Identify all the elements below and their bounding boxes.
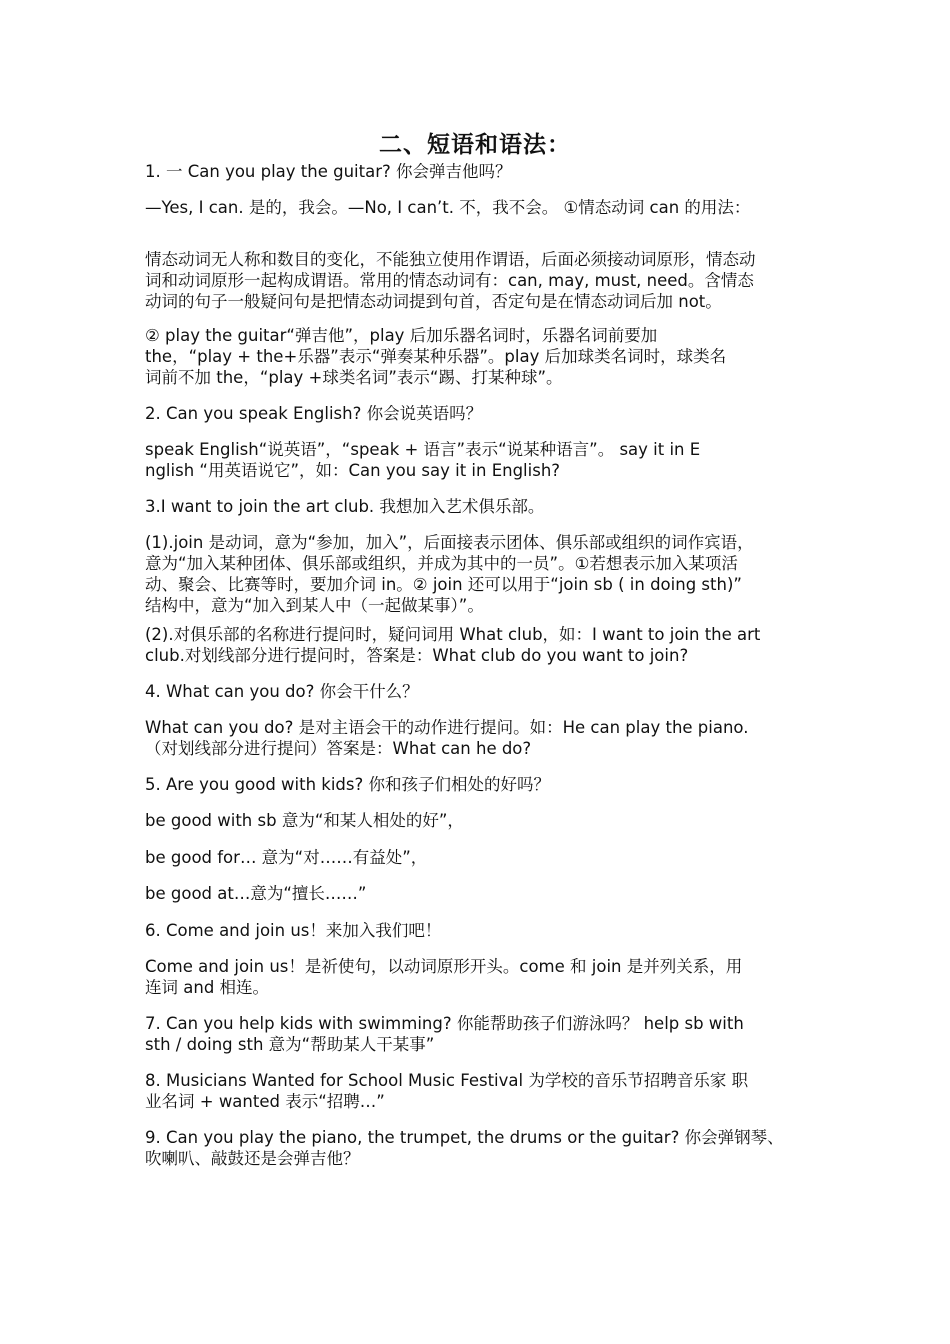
paragraph-5: [145, 403, 482, 424]
text-line: 业名词 + wanted 表示“招聘…”: [145, 1092, 385, 1111]
text-line: nglish “用英语说它”，如：Can you say it in English?: [145, 461, 561, 480]
paragraph-11: [145, 717, 810, 759]
text-line: (1).join 是动词，意为“参加，加入”，后面接表示团体、俱乐部或组织的词作宾语，: [145, 533, 754, 552]
paragraph-2: [145, 197, 750, 218]
text-line: 3.I want to join the art club. 我想加入艺术俱乐部。: [145, 497, 545, 516]
page-title: 二、短语和语法：: [379, 132, 571, 158]
text-line: 动、聚会、比赛等时，要加介词 in。② join 还可以用于“join sb ( in doing sth)”: [145, 575, 742, 594]
text-line: Come and join us！是祈使句，以动词原形开头。come 和 join 是并列关系，用: [145, 957, 743, 976]
text-line: be good for… 意为“对……有益处”，: [145, 848, 428, 867]
text-line: 9. Can you play the piano, the trumpet, the drums or the guitar? 你会弹钢琴、: [145, 1128, 784, 1147]
paragraph-17: [145, 956, 810, 998]
paragraph-14: [145, 847, 427, 868]
text-line: （对划线部分进行提问）答案是：What can he do?: [145, 739, 532, 758]
text-line: the，“play + the+乐器”表示“弹奏某种乐器”。play 后加球类名词时，球类名: [145, 347, 727, 366]
text-line: speak English“说英语”，“speak + 语言”表示“说某种语言”。 say it in E: [145, 440, 701, 459]
paragraph-9: [145, 624, 810, 666]
text-line: 词和动词原形一起构成谓语。常用的情态动词有：can, may, must, need。含情态: [145, 271, 754, 290]
text-line: (2).对俱乐部的名称进行提问时，疑问词用 What club，如：I want to join the art: [145, 625, 761, 644]
text-line: 词前不加 the，“play +球类名词”表示“踢、打某种球”。: [145, 368, 563, 387]
paragraph-1: [145, 161, 512, 182]
paragraph-20: [145, 1127, 810, 1169]
paragraph-15: [145, 883, 366, 904]
text-line: 8. Musicians Wanted for School Music Festival 为学校的音乐节招聘音乐家 职: [145, 1071, 749, 1090]
text-line: 1. 一 Can you play the guitar? 你会弹吉他吗？: [145, 162, 512, 181]
text-line: 意为“加入某种团体、俱乐部或组织，并成为其中的一员”。①若想表示加入某项活: [145, 554, 738, 573]
text-line: 7. Can you help kids with swimming? 你能帮助孩子们游泳吗？ help sb with: [145, 1014, 744, 1033]
paragraph-10: [145, 681, 419, 702]
text-line: sth / doing sth 意为“帮助某人干某事”: [145, 1035, 435, 1054]
text-line: —Yes, I can. 是的，我会。—No, I can’t. 不，我不会。 ①情态动词 can 的用法：: [145, 198, 751, 217]
paragraph-18: [145, 1013, 810, 1055]
text-line: 动词的句子一般疑问句是把情态动词提到句首，否定句是在情态动词后加 not。: [145, 292, 722, 311]
text-line: ② play the guitar“弹吉他”，play 后加乐器名词时，乐器名词前要加: [145, 326, 658, 345]
paragraph-8: [145, 532, 810, 616]
paragraph-4: [145, 325, 810, 388]
paragraph-16: [145, 920, 441, 941]
text-line: be good with sb 意为“和某人相处的好”，: [145, 811, 464, 830]
paragraph-3: [145, 249, 810, 312]
text-line: What can you do? 是对主语会干的动作进行提问。如：He can play the piano.: [145, 718, 749, 737]
paragraph-13: [145, 810, 464, 831]
paragraph-6: [145, 439, 810, 481]
paragraph-7: [145, 496, 544, 517]
text-line: 2. Can you speak English? 你会说英语吗？: [145, 404, 483, 423]
text-line: 连词 and 相连。: [145, 978, 270, 997]
text-line: 吹喇叭、敲鼓还是会弹吉他？: [145, 1149, 360, 1168]
text-line: be good at…意为“擅长……”: [145, 884, 367, 903]
paragraph-12: [145, 774, 550, 795]
text-line: club.对划线部分进行提问时，答案是：What club do you want to join?: [145, 646, 689, 665]
text-line: 5. Are you good with kids? 你和孩子们相处的好吗？: [145, 775, 550, 794]
text-line: 情态动词无人称和数目的变化，不能独立使用作谓语，后面必须接动词原形，情态动: [145, 250, 756, 269]
text-line: 结构中，意为“加入到某人中（一起做某事）”。: [145, 596, 484, 615]
text-line: 4. What can you do? 你会干什么？: [145, 682, 419, 701]
paragraph-19: [145, 1070, 810, 1112]
text-line: 6. Come and join us！来加入我们吧！: [145, 921, 442, 940]
